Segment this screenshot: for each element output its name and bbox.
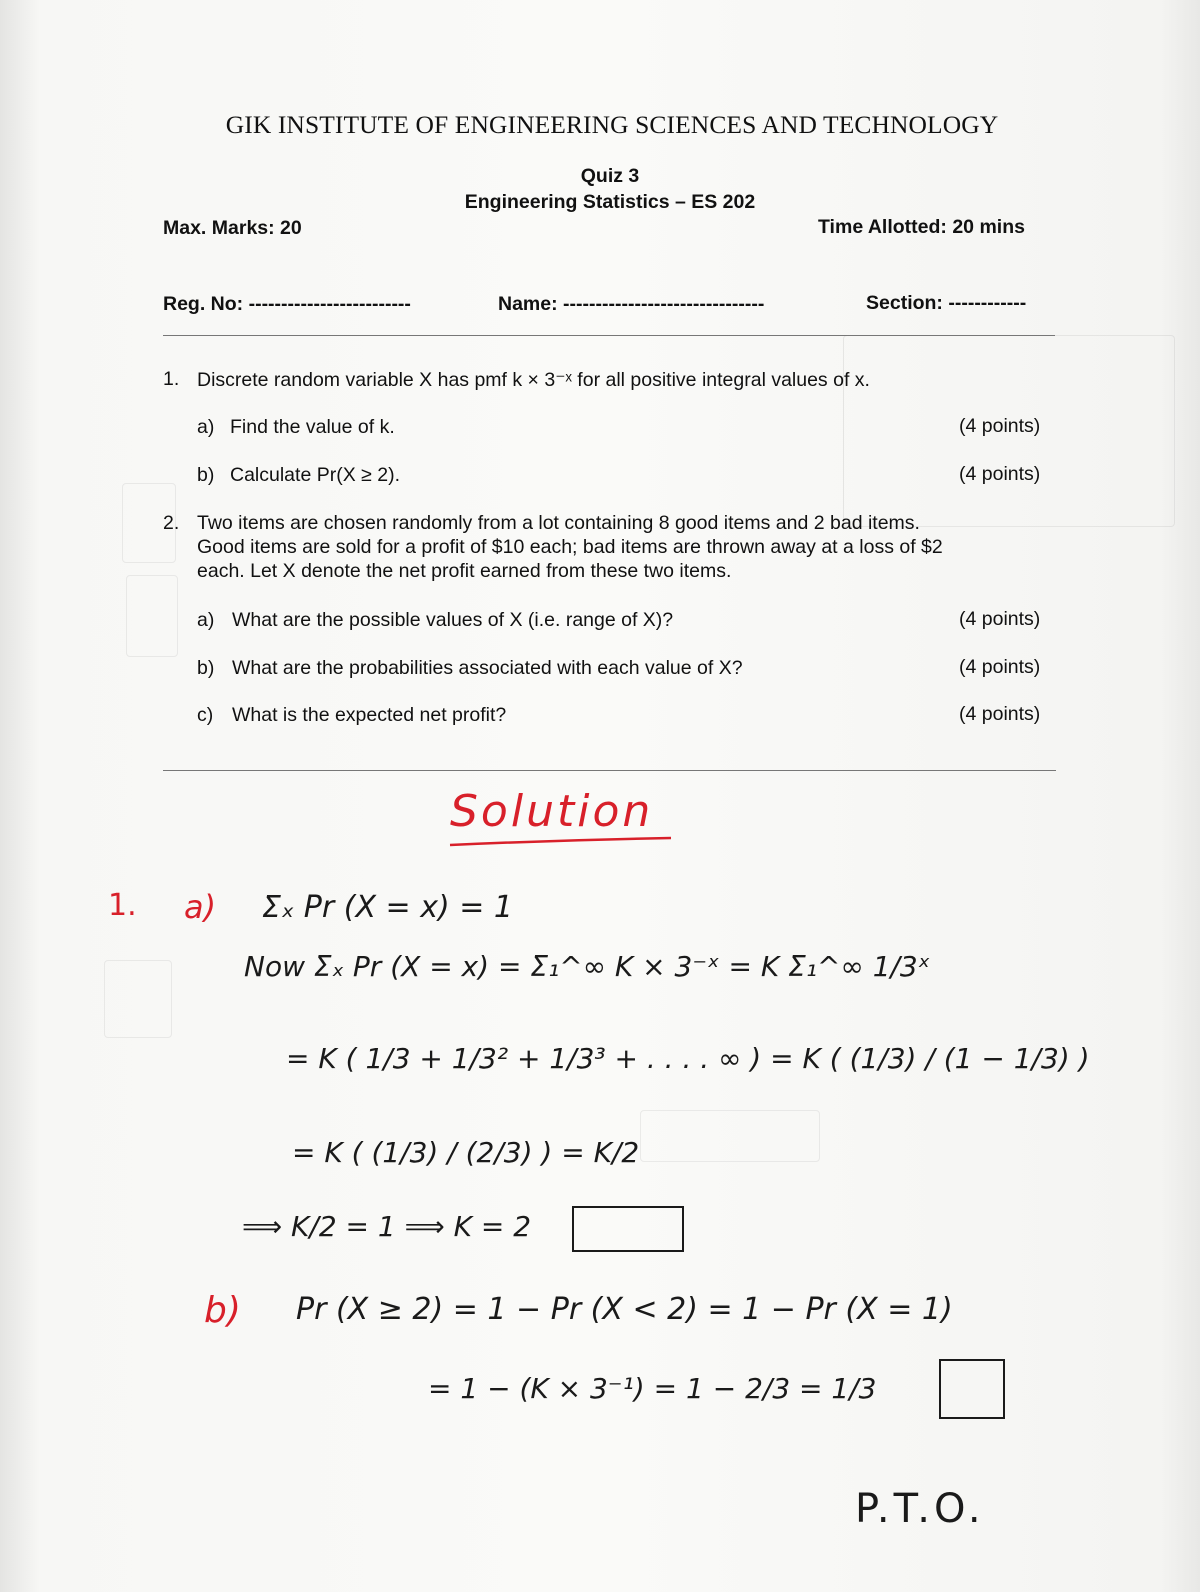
reg-no-field: Reg. No: -------------------------: [163, 293, 411, 315]
question-number: 1.: [163, 368, 180, 390]
time-allotted: Time Allotted: 20 mins: [818, 216, 1025, 238]
course-title: Engineering Statistics – ES 202: [464, 191, 756, 213]
question-1b-text: Calculate Pr(X ≥ 2).: [230, 464, 401, 486]
question-2-line: Good items are sold for a profit of $10 each; bad items are thrown away at a loss of $2: [197, 536, 943, 558]
points-label: (4 points): [959, 703, 1041, 725]
points-label: (4 points): [959, 656, 1041, 678]
question-1-text: Discrete random variable X has pmf k × 3⁻ˣ for all positive integral values of x.: [197, 369, 870, 391]
section-field: Section: ------------: [866, 292, 1027, 314]
part-label: a): [197, 609, 215, 631]
name-field: Name: -------------------------------: [498, 293, 765, 315]
question-number: 2.: [163, 512, 180, 534]
part-label: b): [197, 657, 215, 679]
pto-note: P.T.O.: [855, 1486, 985, 1532]
quiz-title: Quiz 3: [580, 165, 640, 187]
solution-b-line: = 1 − (K × 3⁻¹) = 1 − 2/3 = 1/3: [428, 1372, 877, 1405]
question-2c-text: What is the expected net profit?: [232, 704, 507, 726]
solution-heading: Solution: [450, 786, 654, 837]
solution-part-a-label: a): [184, 888, 217, 926]
question-1a-text: Find the value of k.: [230, 416, 395, 438]
solution-a-line: = K ( 1/3 + 1/3² + 1/3³ + . . . . ∞ ) = K ( (1/3) / (1 − 1/3) ): [286, 1042, 1090, 1075]
solution-a-line: ⟹ K/2 = 1 ⟹ K = 2: [242, 1210, 532, 1243]
max-marks: Max. Marks: 20: [163, 217, 302, 239]
points-label: (4 points): [959, 463, 1041, 485]
question-2b-text: What are the probabilities associated with each value of X?: [232, 657, 743, 679]
institute-title: GIK INSTITUTE OF ENGINEERING SCIENCES AND TECHNOLOGY: [225, 110, 999, 139]
points-label: (4 points): [959, 608, 1041, 630]
question-2-line: each. Let X denote the net profit earned from these two items.: [197, 560, 732, 582]
question-2a-text: What are the possible values of X (i.e. range of X)?: [232, 609, 674, 631]
solution-a-line: Σₓ Pr (X = x) = 1: [262, 890, 513, 925]
part-label: b): [197, 464, 215, 486]
points-label: (4 points): [959, 415, 1041, 437]
part-label: c): [197, 704, 214, 726]
part-label: a): [197, 416, 215, 438]
solution-part-b-label: b): [204, 1290, 241, 1331]
solution-b-line: Pr (X ≥ 2) = 1 − Pr (X < 2) = 1 − Pr (X = 1): [296, 1292, 953, 1327]
question-2-line: Two items are chosen randomly from a lot containing 8 good items and 2 bad items.: [197, 512, 920, 534]
solution-a-line: Now Σₓ Pr (X = x) = Σ₁^∞ K × 3⁻ˣ = K Σ₁^∞ 1/3ˣ: [244, 950, 931, 983]
solution-q1-label: 1.: [108, 888, 137, 923]
solution-a-line: = K ( (1/3) / (2/3) ) = K/2: [292, 1136, 640, 1169]
